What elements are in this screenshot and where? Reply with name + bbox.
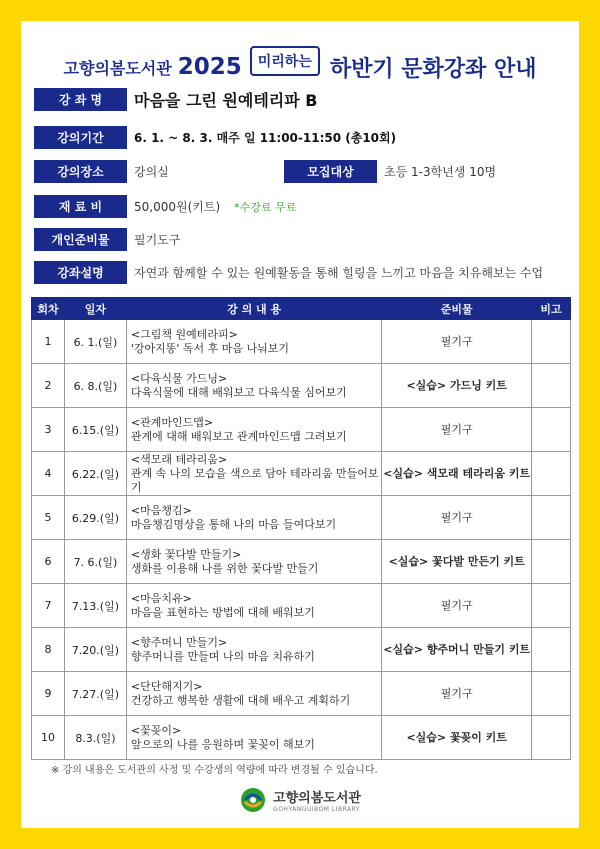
row-no: 2 <box>32 364 65 408</box>
row-content-title: <마음치유> <box>130 591 192 605</box>
row-remark <box>532 628 571 672</box>
row-prep: 필기구 <box>382 408 532 452</box>
header-content: 강 의 내 용 <box>126 298 381 320</box>
info-row-prep <box>34 228 569 251</box>
info-row-place <box>34 160 569 183</box>
row-prep: <실습> 꽃다발 만든기 키트 <box>382 540 532 584</box>
row-date: 6. 1.(일) <box>64 320 126 364</box>
row-content-desc: 앞으로의 나를 응원하며 꽃꽂이 해보기 <box>130 737 315 751</box>
row-content-desc: 관계에 대해 배워보고 관계마인드맵 그려보기 <box>130 429 347 443</box>
row-content-desc: 향주머니를 만들며 나의 마음 치유하기 <box>130 649 315 663</box>
row-remark <box>532 496 571 540</box>
row-remark <box>532 364 571 408</box>
period-value: 6. 1. ~ 8. 3. 매주 일 11:00-11:50 (총10회) <box>134 131 397 145</box>
row-content <box>126 716 381 760</box>
row-prep: <실습> 꽃꽂이 키트 <box>382 716 532 760</box>
row-content <box>126 496 381 540</box>
row-no: 4 <box>32 452 65 496</box>
table-row <box>32 584 571 628</box>
info-row-course <box>34 88 569 111</box>
row-content-title: <그림책 원예테라피> <box>130 327 238 341</box>
row-content <box>126 408 381 452</box>
row-no: 1 <box>32 320 65 364</box>
table-row <box>32 540 571 584</box>
row-prep: <실습> 가드닝 키트 <box>382 364 532 408</box>
row-content <box>126 540 381 584</box>
row-remark <box>532 672 571 716</box>
row-date: 8.3.(일) <box>64 716 126 760</box>
library-logo-icon <box>239 786 267 814</box>
table-row <box>32 320 571 364</box>
place-value: 강의실 <box>134 165 169 179</box>
header-remark: 비고 <box>532 298 571 320</box>
row-remark <box>532 408 571 452</box>
row-content-title: <마음챙김> <box>130 503 192 517</box>
row-prep: 필기구 <box>382 320 532 364</box>
material-label: 재 료 비 <box>34 195 127 218</box>
header-prep: 준비물 <box>382 298 532 320</box>
poster-sheet <box>21 21 579 828</box>
logo-english: GOHYANGUIBOM LIBRARY <box>273 806 361 813</box>
table-row <box>32 408 571 452</box>
footnote: ※ 강의 내용은 도서관의 사정 및 수강생의 역량에 따라 변경될 수 있습니다. <box>51 765 378 776</box>
row-content <box>126 364 381 408</box>
material-value: 50,000원(키트) <box>134 200 221 214</box>
row-content-title: <관계마인드맵> <box>130 415 214 429</box>
row-content-title: <꽃꽂이> <box>130 723 182 737</box>
schedule-table <box>31 297 571 760</box>
row-remark <box>532 584 571 628</box>
row-date: 7.27.(일) <box>64 672 126 716</box>
row-prep: <실습> 색모래 테라리움 키트 <box>382 452 532 496</box>
header-title: 하반기 문화강좌 안내 <box>329 56 537 82</box>
row-content-title: <향주머니 만들기> <box>130 635 228 649</box>
header-no: 회차 <box>32 298 65 320</box>
schedule-header-row <box>32 298 571 320</box>
row-prep: 필기구 <box>382 672 532 716</box>
header-library-name: 고향의봄도서관 <box>63 58 172 78</box>
row-date: 6.22.(일) <box>64 452 126 496</box>
table-row <box>32 716 571 760</box>
desc-value: 자연과 함께할 수 있는 원예활동을 통해 힐링을 느끼고 마음을 치유해보는 수업 <box>134 266 544 280</box>
target-label: 모집대상 <box>284 160 377 183</box>
row-content-desc: 건강하고 행복한 생활에 대해 배우고 계획하기 <box>130 693 351 707</box>
course-label: 강 좌 명 <box>34 88 127 111</box>
row-remark <box>532 452 571 496</box>
row-content-desc: 마음을 표현하는 방법에 대해 배워보기 <box>130 605 315 619</box>
row-prep: 필기구 <box>382 584 532 628</box>
prep-value: 필기도구 <box>134 233 181 247</box>
row-remark <box>532 716 571 760</box>
table-row <box>32 496 571 540</box>
row-no: 3 <box>32 408 65 452</box>
table-row <box>32 628 571 672</box>
row-date: 7.13.(일) <box>64 584 126 628</box>
row-no: 5 <box>32 496 65 540</box>
table-row <box>32 364 571 408</box>
row-no: 9 <box>32 672 65 716</box>
prep-label: 개인준비물 <box>34 228 127 251</box>
header-badge: 미리하는 <box>250 46 320 76</box>
desc-label: 강좌설명 <box>34 261 127 284</box>
row-content <box>126 320 381 364</box>
row-content <box>126 452 381 496</box>
info-row-desc <box>34 261 569 284</box>
row-prep: 필기구 <box>382 496 532 540</box>
row-content <box>126 584 381 628</box>
row-content-title: <색모래 테라리움> <box>130 452 228 466</box>
row-content-desc: '강아지똥' 독서 후 마음 나눠보기 <box>130 341 290 355</box>
row-content-desc: 마음챙김명상을 통해 나의 마음 들여다보기 <box>130 517 337 531</box>
row-no: 8 <box>32 628 65 672</box>
target-value: 초등 1-3학년생 10명 <box>384 165 497 179</box>
row-content-desc: 생화를 이용해 나를 위한 꽃다발 만들기 <box>130 561 319 575</box>
row-prep: <실습> 향주머니 만들기 키트 <box>382 628 532 672</box>
material-note: *수강료 무료 <box>234 200 297 214</box>
row-content <box>126 628 381 672</box>
poster-header <box>21 43 579 91</box>
row-remark <box>532 320 571 364</box>
row-remark <box>532 540 571 584</box>
row-content-title: <단단해지기> <box>130 679 203 693</box>
info-row-period <box>34 126 569 149</box>
row-date: 6. 8.(일) <box>64 364 126 408</box>
row-content <box>126 672 381 716</box>
row-no: 10 <box>32 716 65 760</box>
row-date: 6.15.(일) <box>64 408 126 452</box>
row-date: 6.29.(일) <box>64 496 126 540</box>
library-logo <box>21 783 579 817</box>
header-date: 일자 <box>64 298 126 320</box>
row-no: 7 <box>32 584 65 628</box>
table-row <box>32 452 571 496</box>
schedule-body <box>32 320 571 760</box>
course-value: 마음을 그린 원예테리파 B <box>134 91 318 110</box>
place-label: 강의장소 <box>34 160 127 183</box>
logo-korean: 고향의봄도서관 <box>273 791 361 806</box>
row-content-desc: 관계 속 나의 모습을 색으로 담아 테라리움 만들어보기 <box>130 466 379 494</box>
row-content-title: <생화 꽃다발 만들기> <box>130 547 242 561</box>
row-content-desc: 다육식물에 대해 배워보고 다육식물 심어보기 <box>130 385 347 399</box>
row-no: 6 <box>32 540 65 584</box>
header-year: 2025 <box>177 54 242 80</box>
period-label: 강의기간 <box>34 126 127 149</box>
row-content-title: <다육식물 가드닝> <box>130 371 228 385</box>
table-row <box>32 672 571 716</box>
row-date: 7. 6.(일) <box>64 540 126 584</box>
row-date: 7.20.(일) <box>64 628 126 672</box>
info-row-material <box>34 195 569 218</box>
